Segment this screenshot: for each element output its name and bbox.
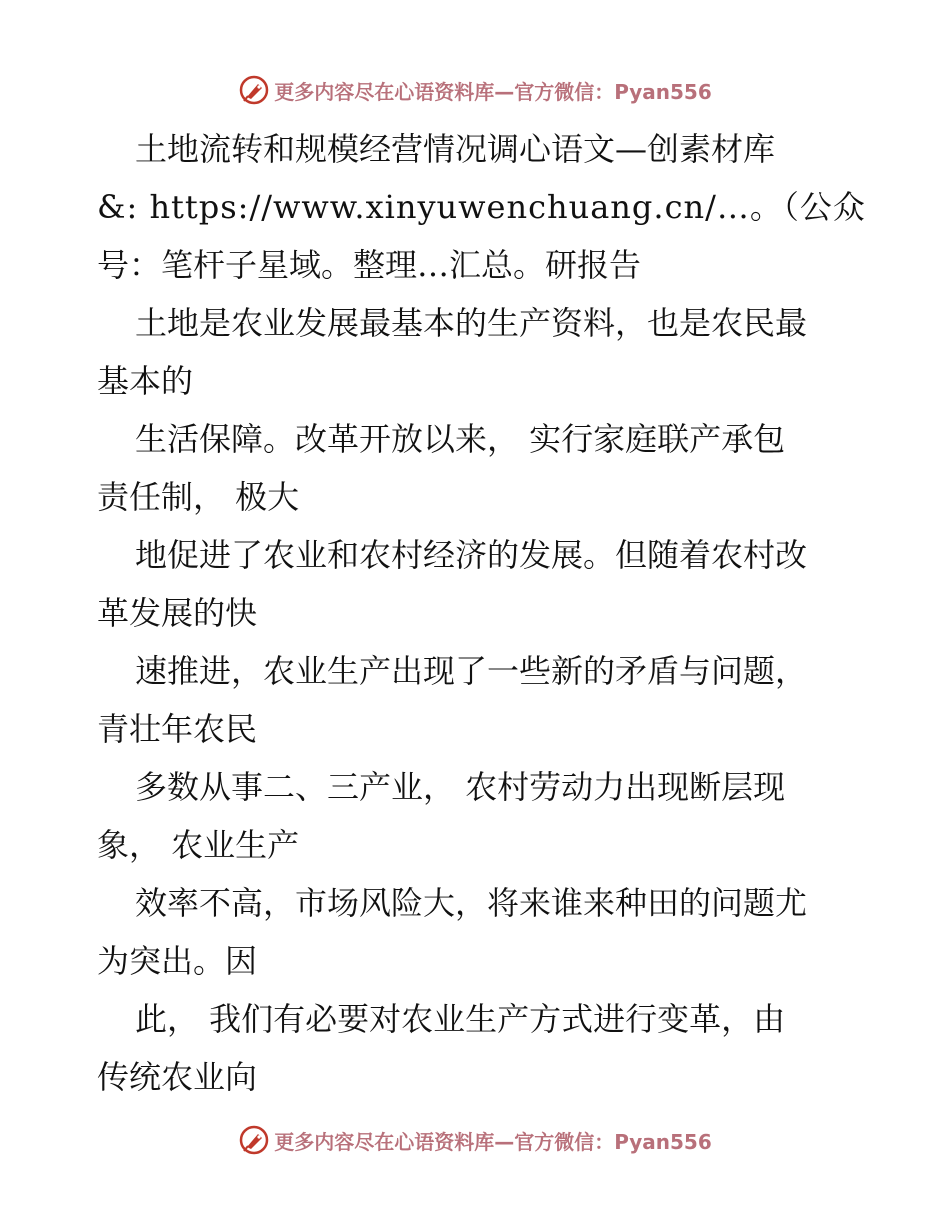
text-line: 基本的 (97, 362, 194, 400)
text-line: 土地是农业发展最基本的生产资料，也是农民最 (135, 304, 808, 342)
text-line: 青壮年农民 (97, 710, 258, 748)
footer-watermark (0, 1120, 950, 1160)
footer-watermark-text: 更多内容尽在心语资料库—官方微信：Pyan556 (274, 1129, 712, 1154)
text-line: 革发展的快 (97, 594, 258, 632)
text-line: 效率不高，市场风险大，将来谁来种田的问题尤 (135, 884, 808, 922)
text-line: 土地流转和规模经营情况调心语文—创素材库 (135, 130, 776, 168)
text-line: &: https://www.xinyuwenchuang.cn/…。（公众 (97, 188, 866, 226)
text-line: 为突出。因 (97, 942, 258, 980)
text-line: 生活保障。改革开放以来， 实行家庭联产承包 (135, 420, 786, 458)
pen-nib-logo-icon (238, 1124, 270, 1156)
pen-nib-logo-icon (238, 74, 270, 106)
header-watermark-text: 更多内容尽在心语资料库—官方微信：Pyan556 (274, 79, 712, 104)
text-line: 传统农业向 (97, 1058, 258, 1096)
text-line: 此， 我们有必要对农业生产方式进行变革，由 (135, 1000, 786, 1038)
text-line: 速推进，农业生产出现了一些新的矛盾与问题， (135, 652, 808, 690)
document-body (97, 120, 866, 1106)
text-line: 号：笔杆子星域。整理…汇总。研报告 (97, 246, 642, 284)
text-line: 地促进了农业和农村经济的发展。但随着农村改 (135, 536, 808, 574)
text-line: 责任制， 极大 (97, 478, 300, 516)
text-line: 象， 农业生产 (97, 826, 300, 864)
header-watermark (0, 70, 950, 110)
text-line: 多数从事二、三产业， 农村劳动力出现断层现 (135, 768, 786, 806)
